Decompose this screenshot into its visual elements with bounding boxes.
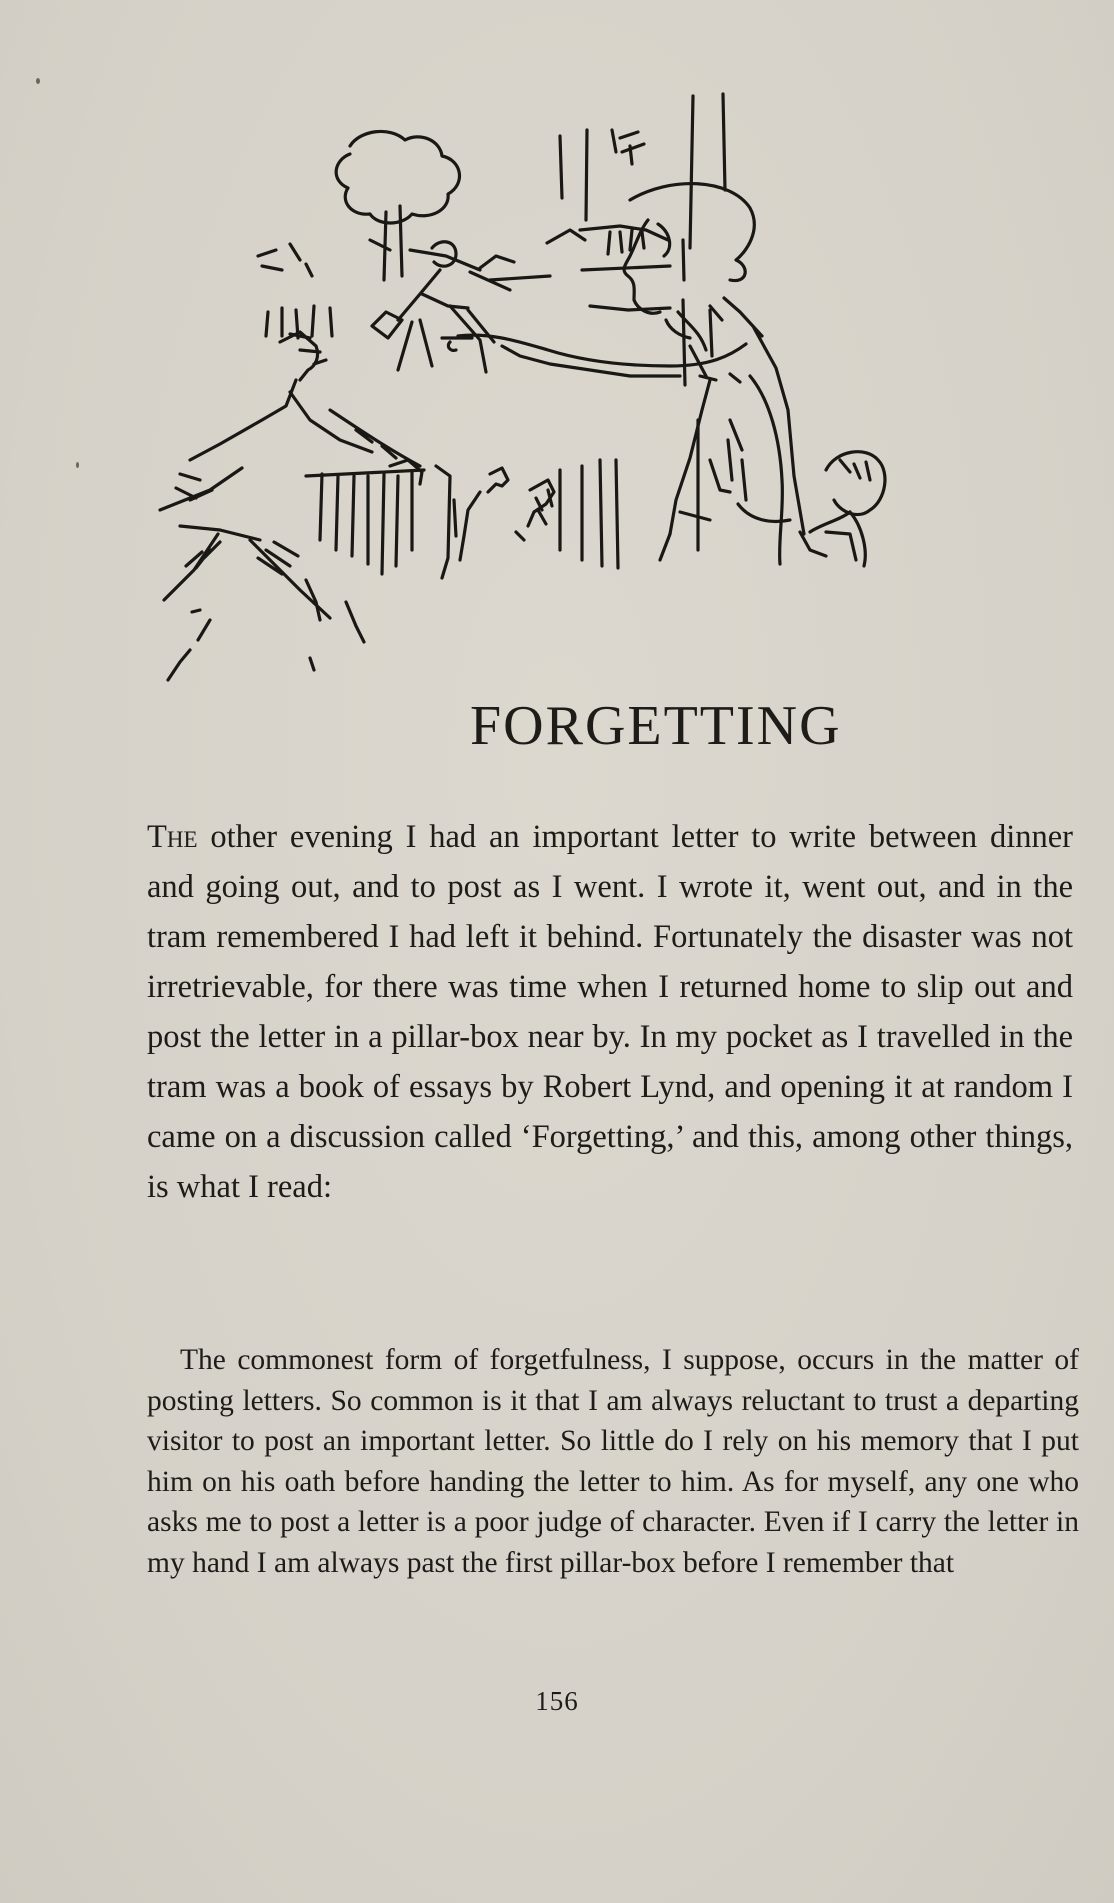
paper-speck [36, 78, 40, 84]
page-number: 156 [535, 1686, 579, 1716]
opening-paragraph [147, 812, 1073, 1212]
opening-paragraph-text: other evening I had an important letter to write between dinner and going out, and to post as I went. I wrote it, went out, and in the tram remembered I had left it behind. Fortunately the disaster was not irretrievable, for there was time when I returned home to slip out and post the letter in a pillar-box near by. In my pocket as I travelled in the tram was a book of essays by Robert Lynd, and opening it at random I came on a discussion called ‘Forgetting,’ and this, among other things, is what I read: [147, 819, 1073, 1205]
paper-speck [76, 462, 79, 468]
quoted-passage: The commonest form of forgetfulness, I suppose, occurs in the matter of posting letters. So common is it that I am always reluctant to trust a departing visitor to post an important letter. So little do I rely on his memory that I put him on his oath before handing the letter to him. As for myself, any one who asks me to post a letter is a poor judge of character. Even if I carry the letter in my hand I am always past the first pillar-box before I remember that [147, 1344, 1079, 1579]
chapter-illustration [150, 80, 1070, 750]
opening-small-caps-word: The [147, 819, 198, 855]
chapter-title: FORGETTING [470, 695, 842, 757]
